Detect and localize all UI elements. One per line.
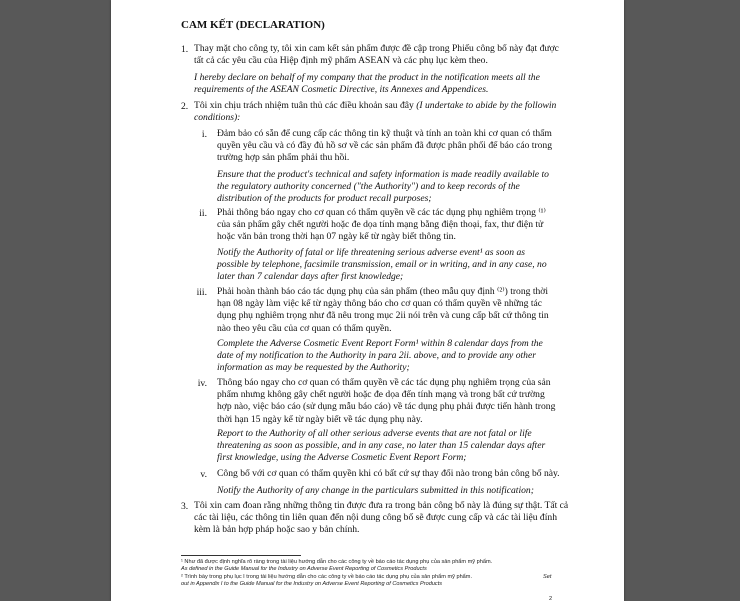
sub-iv-vietnamese: Thông báo ngay cho cơ quan có thẩm quyền về các tác dụng phụ nghiêm trọng của sản phẩm nhưng không gây chết người hoặc đe dọa đến tính mạng và trong bất cứ trường hợp nào, việc báo cáo (sử dụng mẫu báo cáo) về tác dụng phụ phải được tiến hành trong thời hạn 15 ngày kể từ ngày biết về tác dụng phụ này.	[217, 377, 556, 425]
item-2-intro	[194, 100, 569, 124]
footnote-2-vietnamese: ² Trình bày trong phụ lục I trong tài liệu hướng dẫn cho các công ty về báo cáo tác dụng phụ của sản phẩm mỹ phẩm.	[181, 574, 473, 580]
item-2-vietnamese: Tôi xin chịu trách nhiệm tuân thủ các điều khoản sau đây	[194, 100, 414, 111]
footnote-2-english: out in Appendix I to the Guide Manual for the Industry on Adverse Event Reporting of Cosmetics Products	[181, 581, 443, 587]
footnote-1-english: As defined in the Guide Manual for the Industry on Adverse Event Reporting of Cosmetics Products	[181, 566, 427, 572]
sub-v-vietnamese: Công bố với cơ quan có thẩm quyền khi có bất cứ sự thay đổi nào trong bản công bố này.	[217, 468, 560, 479]
page-number: 2	[549, 596, 553, 601]
sub-iii-number: iii.	[196, 287, 207, 298]
viewer-background-left	[0, 0, 110, 601]
sub-v-english: Notify the Authority of any change in the particulars submitted in this notification;	[217, 485, 534, 496]
footnote-1-vietnamese: ¹ Như đã được định nghĩa rõ ràng trong tài liệu hướng dẫn cho các công ty về báo cáo tác dụng phụ của sản phẩm mỹ phẩm.	[181, 559, 493, 565]
item-3-number: 3.	[181, 501, 189, 512]
page-title: CAM KẾT (DECLARATION)	[181, 19, 325, 31]
item-2-number: 2.	[181, 101, 189, 112]
sub-iv-english: Report to the Authority of all other serious adverse events that are not fatal or life threatening as soon as possible, and in any case, no later than 15 calendar days after first knowledge, using the Adverse Cosmetic Event Report Form;	[217, 428, 546, 464]
sub-iii-vietnamese: Phải hoàn thành báo cáo tác dụng phụ của sản phẩm (theo mẫu quy định ⁽²⁾) trong thời hạn 08 ngày làm việc kể từ ngày thông báo cho cơ quan có thẩm quyền về những tác dụng phụ nghiêm trọng như đã nêu trong mục 2ii nói trên và cung cấp bất cứ thông tin nào theo yêu cầu của cơ quan có thẩm quyền.	[217, 286, 549, 334]
viewer-background-right	[625, 0, 740, 601]
sub-ii-english: Notify the Authority of fatal or life threatening serious adverse event¹ as soon as possible by telephone, facsimile transmission, email or in writing, and in any case, no later than 7 calendar days after first knowledge;	[217, 247, 547, 283]
item-1-vietnamese: Thay mặt cho công ty, tôi xin cam kết sản phẩm được đề cập trong Phiếu công bố này đạt được tất cả các yêu cầu của Hiệp định mỹ phẩm ASEAN và các phụ lục kèm theo.	[194, 43, 559, 67]
sub-i-number: i.	[201, 129, 207, 140]
sub-i-vietnamese: Đảm bảo có sẵn để cung cấp các thông tin kỹ thuật và tính an toàn khi cơ quan có thẩm quyền yêu cầu và có đầy đủ hồ sơ về các sản phẩm đã được phân phối để báo cáo trong trường hợp sản phẩm phải thu hồi.	[217, 128, 553, 164]
item-2-english: (I undertake to abide by the followin conditions):	[194, 100, 557, 124]
footnote-2-extra: Set	[543, 574, 552, 580]
sub-iii-english: Complete the Adverse Cosmetic Event Report Form¹ within 8 calendar days from the date of my notification to the Authority in para 2ii. above, and to provide any other information as may be requested by the Authority;	[217, 338, 543, 374]
sub-ii-number: ii.	[199, 208, 207, 219]
item-1-number: 1.	[181, 44, 189, 55]
footnote-divider	[181, 555, 301, 556]
item-3-vietnamese: Tôi xin cam đoan rằng những thông tin được đưa ra trong bản công bố này là đúng sự thật. Tất cả các tài liệu, các thông tin liên quan đến nội dung công bố sẽ được cung cấp và các tài liệu đính kèm là bản hợp pháp hoặc sao y bản chính.	[194, 500, 569, 536]
sub-v-number: v.	[200, 469, 207, 480]
sub-iv-number: iv.	[197, 378, 207, 389]
item-1-english: I hereby declare on behalf of my company that the product in the notification meets all the requirements of the ASEAN Cosmetic Directive, its Annexes and Appendices.	[194, 72, 540, 96]
document-page	[111, 0, 624, 601]
sub-i-english: Ensure that the product's technical and safety information is made readily available to the regulatory authority concerned ("the Authority") and to keep records of the distribution of the products for product recall purposes;	[217, 169, 549, 205]
sub-ii-vietnamese: Phải thông báo ngay cho cơ quan có thẩm quyền về các tác dụng phụ nghiêm trọng ⁽¹⁾ của sản phẩm gây chết người hoặc đe dọa tính mạng bằng điện thoại, fax, thư điện tử hoặc văn bản trong thời hạn 07 ngày kể từ ngày biết thông tin.	[217, 207, 546, 243]
